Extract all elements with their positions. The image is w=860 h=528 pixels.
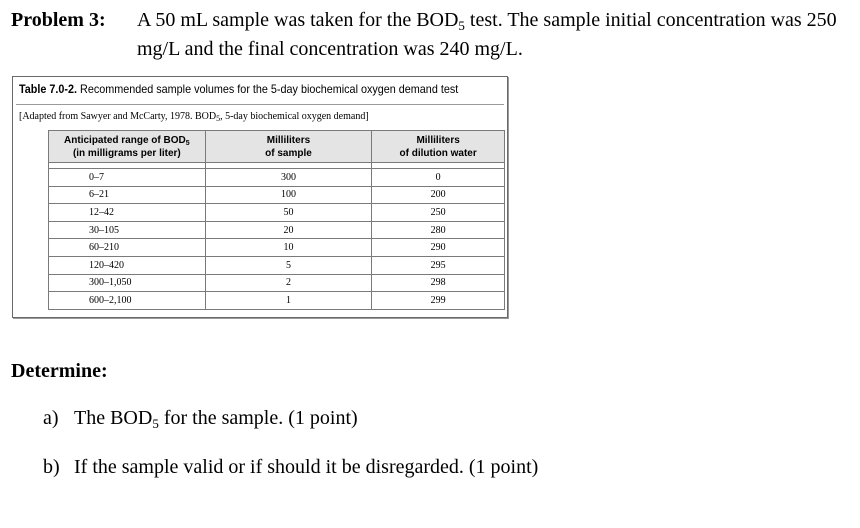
dilution-cell: 298 (372, 274, 505, 292)
header-text: of sample (265, 148, 312, 159)
note-subscript: 5 (216, 114, 221, 123)
problem-statement (137, 6, 852, 64)
header-text: Anticipated range of BOD (64, 135, 186, 146)
range-cell: 300–1,050 (49, 274, 206, 292)
question-marker: a) (43, 407, 59, 429)
determine-heading: Determine: (11, 360, 108, 382)
bod-volume-table (48, 130, 505, 310)
question-a (43, 404, 358, 432)
table-row (49, 292, 505, 310)
table-row (49, 169, 505, 187)
question-text-part: If the sample valid or if should it be disregarded. (1 point) (74, 456, 539, 478)
table-number: Table 7.0-2. (19, 82, 78, 96)
range-cell: 30–105 (49, 221, 206, 239)
problem-text-part: test. The sample initial concentration was 250 mg/L and the final concentration was 240 mg/L. (137, 9, 837, 60)
sample-cell: 5 (205, 256, 372, 274)
sample-cell: 1 (205, 292, 372, 310)
note-text-part: , 5-day biochemical oxygen demand] (220, 111, 369, 122)
sample-cell: 300 (205, 169, 372, 187)
range-cell: 6–21 (49, 186, 206, 204)
range-cell: 120–420 (49, 256, 206, 274)
caption-divider (16, 104, 504, 105)
header-text: (in milligrams per liter) (72, 148, 181, 159)
sample-cell: 10 (205, 239, 372, 257)
sample-cell: 20 (205, 221, 372, 239)
question-b (43, 453, 538, 481)
problem-label: Problem 3: (11, 9, 106, 31)
dilution-cell: 299 (372, 292, 505, 310)
header-range (49, 131, 206, 163)
table-row (49, 256, 505, 274)
table-note (19, 111, 369, 122)
header-text: of dilution water (399, 148, 477, 159)
bod-subscript: 5 (152, 416, 159, 431)
table-title: Recommended sample volumes for the 5-day biochemical oxygen demand test (77, 82, 459, 96)
range-cell: 12–42 (49, 204, 206, 222)
table-row (49, 274, 505, 292)
dilution-cell: 280 (372, 221, 505, 239)
sample-cell: 100 (205, 186, 372, 204)
table-row (49, 221, 505, 239)
sample-cell: 2 (205, 274, 372, 292)
table-row (49, 186, 505, 204)
range-cell: 60–210 (49, 239, 206, 257)
header-text: Milliliters (416, 135, 460, 146)
header-dilution-volume (372, 131, 505, 163)
range-cell: 0–7 (49, 169, 206, 187)
table-row (49, 204, 505, 222)
note-text-part: [Adapted from Sawyer and McCarty, 1978. BOD (19, 111, 217, 122)
problem-text-part: A 50 mL sample was taken for the BOD (137, 9, 459, 31)
question-text-part: The BOD (74, 407, 153, 429)
header-sample-volume (205, 131, 372, 163)
sample-cell: 50 (205, 204, 372, 222)
header-text: Milliliters (266, 135, 311, 146)
question-text-part: for the sample. (1 point) (158, 407, 358, 429)
dilution-cell: 290 (372, 239, 505, 257)
dilution-cell: 0 (372, 169, 505, 187)
table-header-row (49, 131, 505, 163)
question-marker: b) (43, 456, 60, 478)
bod-subscript: 5 (458, 18, 465, 33)
table-caption (19, 82, 458, 96)
header-subscript: 5 (185, 140, 190, 147)
dilution-cell: 250 (372, 204, 505, 222)
bod-table-figure (12, 76, 508, 318)
table-row (49, 239, 505, 257)
range-cell: 600–2,100 (49, 292, 206, 310)
dilution-cell: 295 (372, 256, 505, 274)
dilution-cell: 200 (372, 186, 505, 204)
